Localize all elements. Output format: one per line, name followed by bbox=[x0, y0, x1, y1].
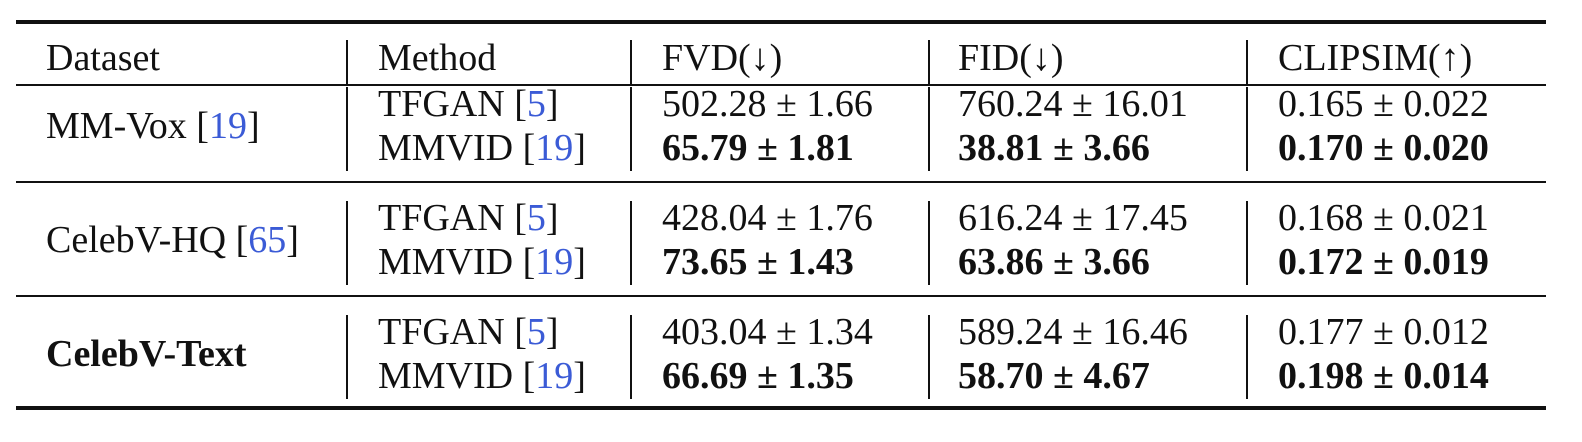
results-table bbox=[16, 20, 1546, 412]
row-separator bbox=[928, 87, 930, 171]
citation-link[interactable]: 5 bbox=[526, 83, 546, 125]
method-name: MMVID bbox=[378, 355, 514, 397]
fid-cell: 589.24 ± 16.46 bbox=[958, 311, 1188, 353]
method-cell bbox=[378, 196, 559, 240]
fid-cell: 38.81 ± 3.66 bbox=[958, 127, 1150, 169]
header-separator bbox=[928, 40, 930, 84]
citation-link[interactable]: 19 bbox=[535, 241, 574, 283]
method-citation: [5] bbox=[514, 83, 559, 125]
row-separator bbox=[346, 201, 348, 285]
header-fid: FID(↓) bbox=[958, 37, 1064, 79]
citation-link[interactable]: 65 bbox=[248, 219, 287, 261]
citation-link[interactable]: 5 bbox=[526, 197, 546, 239]
method-name: TFGAN bbox=[378, 83, 505, 125]
header-separator bbox=[346, 40, 348, 84]
row-separator bbox=[346, 87, 348, 171]
dataset-name: CelebV-Text bbox=[46, 333, 247, 375]
table-top-rule bbox=[16, 20, 1546, 24]
header-fvd: FVD(↓) bbox=[662, 37, 783, 79]
group-rule bbox=[16, 181, 1546, 183]
table-bottom-rule bbox=[16, 406, 1546, 410]
citation-link[interactable]: 19 bbox=[535, 355, 574, 397]
dataset-name: CelebV-HQ bbox=[46, 219, 227, 261]
row-separator bbox=[1246, 87, 1248, 171]
method-cell bbox=[378, 82, 559, 126]
clipsim-cell: 0.198 ± 0.014 bbox=[1278, 355, 1489, 397]
fid-cell: 58.70 ± 4.67 bbox=[958, 355, 1150, 397]
group-rule bbox=[16, 295, 1546, 297]
fid-cell: 616.24 ± 17.45 bbox=[958, 197, 1188, 239]
header-clipsim: CLIPSIM(↑) bbox=[1278, 37, 1473, 79]
header-method: Method bbox=[378, 37, 497, 79]
fvd-cell: 73.65 ± 1.43 bbox=[662, 241, 854, 283]
row-separator bbox=[928, 315, 930, 399]
dataset-citation: [19] bbox=[196, 105, 260, 147]
method-cell bbox=[378, 240, 586, 284]
dataset-label bbox=[46, 104, 260, 148]
method-name: MMVID bbox=[378, 127, 514, 169]
citation-link[interactable]: 5 bbox=[526, 311, 546, 353]
row-separator bbox=[346, 315, 348, 399]
method-citation: [19] bbox=[522, 127, 586, 169]
method-name: MMVID bbox=[378, 241, 514, 283]
dataset-label bbox=[46, 218, 299, 262]
header-separator bbox=[1246, 40, 1248, 84]
header-dataset: Dataset bbox=[46, 37, 160, 79]
clipsim-cell: 0.170 ± 0.020 bbox=[1278, 127, 1489, 169]
fvd-cell: 403.04 ± 1.34 bbox=[662, 311, 873, 353]
method-citation: [19] bbox=[522, 355, 586, 397]
method-cell bbox=[378, 126, 586, 170]
clipsim-cell: 0.177 ± 0.012 bbox=[1278, 311, 1489, 353]
dataset-citation: [65] bbox=[235, 219, 299, 261]
clipsim-cell: 0.168 ± 0.021 bbox=[1278, 197, 1489, 239]
method-cell bbox=[378, 310, 559, 354]
method-name: TFGAN bbox=[378, 197, 505, 239]
dataset-name: MM-Vox bbox=[46, 105, 187, 147]
row-separator bbox=[630, 201, 632, 285]
fid-cell: 760.24 ± 16.01 bbox=[958, 83, 1188, 125]
row-separator bbox=[1246, 201, 1248, 285]
method-citation: [5] bbox=[514, 197, 559, 239]
row-separator bbox=[630, 87, 632, 171]
method-citation: [19] bbox=[522, 241, 586, 283]
clipsim-cell: 0.165 ± 0.022 bbox=[1278, 83, 1489, 125]
citation-link[interactable]: 19 bbox=[535, 127, 574, 169]
fid-cell: 63.86 ± 3.66 bbox=[958, 241, 1150, 283]
row-separator bbox=[928, 201, 930, 285]
fvd-cell: 65.79 ± 1.81 bbox=[662, 127, 854, 169]
clipsim-cell: 0.172 ± 0.019 bbox=[1278, 241, 1489, 283]
fvd-cell: 66.69 ± 1.35 bbox=[662, 355, 854, 397]
header-separator bbox=[630, 40, 632, 84]
row-separator bbox=[1246, 315, 1248, 399]
method-cell bbox=[378, 354, 586, 398]
fvd-cell: 428.04 ± 1.76 bbox=[662, 197, 873, 239]
citation-link[interactable]: 19 bbox=[208, 105, 247, 147]
fvd-cell: 502.28 ± 1.66 bbox=[662, 83, 873, 125]
method-citation: [5] bbox=[514, 311, 559, 353]
method-name: TFGAN bbox=[378, 311, 505, 353]
row-separator bbox=[630, 315, 632, 399]
